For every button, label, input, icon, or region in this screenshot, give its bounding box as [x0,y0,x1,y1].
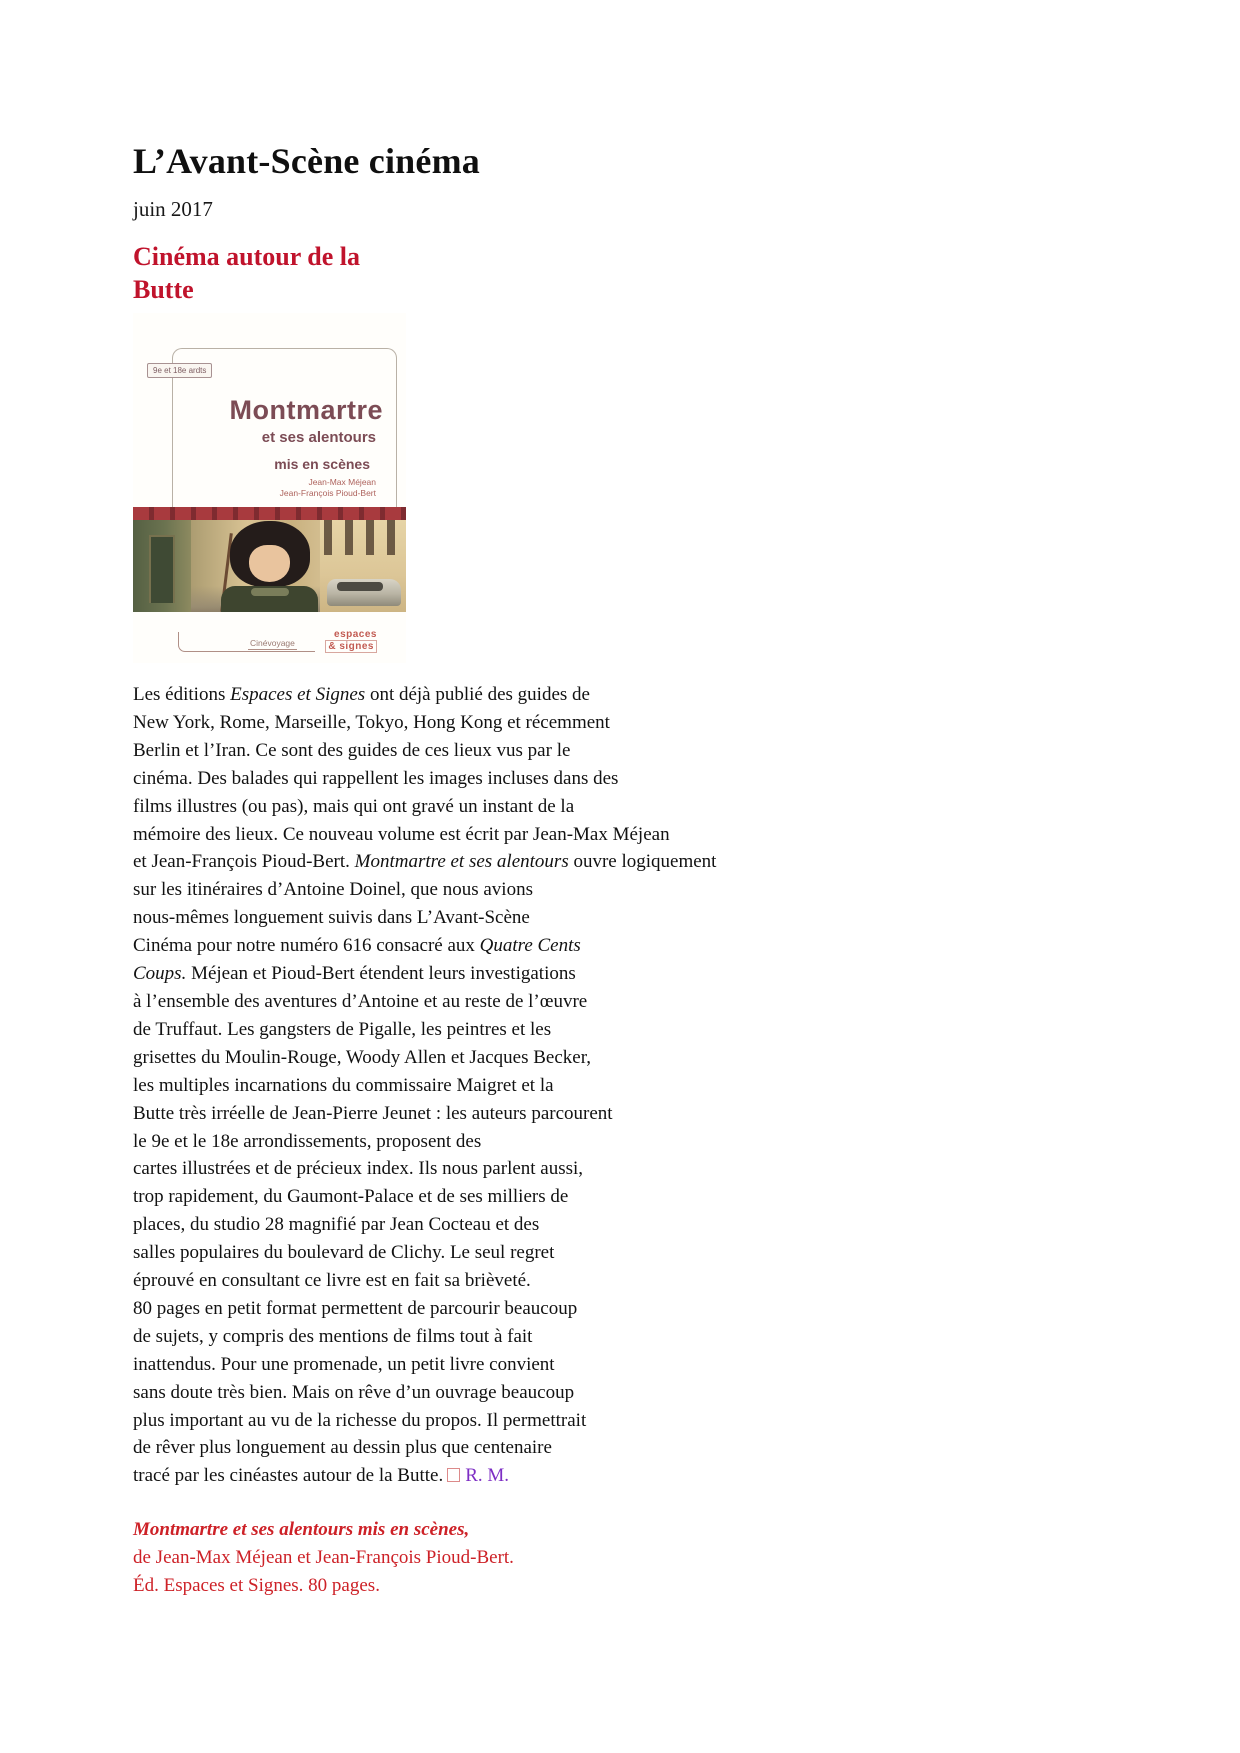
text-line [133,1072,853,1100]
text-line [133,1044,853,1072]
text-line [133,737,853,765]
cover-author-1: Jean-Max Méjean [308,477,376,487]
text-line [133,681,853,709]
cover-district-badge: 9e et 18e ardts [147,363,212,378]
text-line [133,1211,853,1239]
cover-authors [280,477,376,499]
text-segment: et Jean-François Pioud-Bert. [133,851,355,873]
text-segment: cinéma. Des balades qui rappellent les images incluses dans des [133,767,619,789]
book-reference [133,1516,514,1600]
text-segment: grisettes du Moulin-Rouge, Woody Allen et Jacques Becker, [133,1046,592,1068]
text-line [133,960,853,988]
cover-title: Montmartre [229,395,383,425]
reviewer-initials: R. M. [465,1465,510,1487]
woman-face [249,545,290,582]
text-segment: Quatre Cents [479,935,581,957]
publisher-logo-line1: espaces [334,629,377,640]
text-line [133,1462,853,1490]
text-segment: sans doute très bien. Mais on rêve d’un ouvrage beaucoup [133,1381,575,1403]
text-segment: 80 pages en petit format permettent de parcourir beaucoup [133,1297,578,1319]
cover-photo [133,507,406,612]
storefront-door [149,535,175,603]
text-segment: Berlin et l’Iran. Ce sont des guides de ces lieux vus par le [133,739,571,761]
text-line [133,1434,853,1462]
reference-publisher: Éd. Espaces et Signes. 80 pages. [133,1575,380,1596]
car-window [337,582,383,591]
text-line [133,1379,853,1407]
text-segment: plus important au vu de la richesse du propos. Il permettrait [133,1409,587,1431]
text-line [133,821,853,849]
text-segment: Coups. [133,963,187,985]
text-line [133,793,853,821]
text-segment: éprouvé en consultant ce livre est en fait sa brièveté. [133,1270,531,1292]
text-segment: cartes illustrées et de précieux index. Ils nous parlent aussi, [133,1158,584,1180]
text-line [133,1239,853,1267]
cover-author-2: Jean-François Pioud-Bert [279,488,376,498]
woman-scarf [251,588,289,596]
reference-title: Montmartre et ses alentours mis en scènes, [133,1519,470,1540]
text-line [133,1155,853,1183]
text-line [133,1351,853,1379]
text-segment: trop rapidement, du Gaumont-Palace et de ses milliers de [133,1186,569,1208]
text-line [133,988,853,1016]
end-mark-box [447,1468,460,1482]
text-segment: films illustres (ou pas), mais qui ont gravé un instant de la [133,795,575,817]
text-segment: de sujets, y compris des mentions de films tout à fait [133,1325,533,1347]
text-segment: le 9e et le 18e arrondissements, proposent des [133,1130,482,1152]
text-segment: de rêver plus longuement au dessin plus que centenaire [133,1437,552,1459]
text-line [133,1267,853,1295]
cover-subtitle: et ses alentours [261,429,376,446]
article-heading [133,240,360,306]
cover-subtitle-2: mis en scènes [274,456,370,472]
building-windows [324,517,402,555]
text-segment: inattendus. Pour une promenade, un petit livre convient [133,1353,555,1375]
text-segment: Cinéma pour notre numéro 616 consacré aux [133,935,480,957]
text-line [133,1128,853,1156]
article-heading-line2: Butte [133,275,194,304]
publication-title: L’Avant-Scène cinéma [133,141,480,181]
publisher-logo [325,629,377,653]
collection-label: Cinévoyage [250,638,295,648]
parked-car [327,579,401,606]
red-awning [133,507,406,520]
publisher-logo-line2: & signes [325,640,377,653]
text-segment: à l’ensemble des aventures d’Antoine et au reste de l’œuvre [133,990,588,1012]
text-line [133,1295,853,1323]
text-line [133,1016,853,1044]
text-line [133,709,853,737]
text-segment: Méjean et Pioud-Bert étendent leurs investigations [186,963,576,985]
text-segment: Les éditions [133,684,231,705]
text-line [133,904,853,932]
text-line [133,765,853,793]
article-body [133,681,853,1490]
text-segment: ont déjà publié des guides de [365,684,590,705]
article-heading-line1: Cinéma autour de la [133,242,361,271]
text-segment: salles populaires du boulevard de Clichy. Le seul regret [133,1242,555,1264]
text-segment: mémoire des lieux. Ce nouveau volume est écrit par Jean-Max Méjean [133,823,670,845]
text-line [133,932,853,960]
text-segment: de Truffaut. Les gangsters de Pigalle, les peintres et les [133,1018,552,1040]
text-segment: places, du studio 28 magnifié par Jean Cocteau et des [133,1214,540,1236]
text-segment: Montmartre et ses alentours [354,851,569,873]
text-line [133,1183,853,1211]
text-line [133,1323,853,1351]
text-segment: Espaces et Signes [230,684,366,705]
text-line [133,848,853,876]
text-segment: sur les itinéraires d’Antoine Doinel, que nous avions [133,879,533,901]
book-cover [133,313,406,663]
text-segment: Butte très irréelle de Jean-Pierre Jeunet : les auteurs parcourent [133,1102,613,1124]
text-segment: New York, Rome, Marseille, Tokyo, Hong Kong et récemment [133,711,610,733]
text-line [133,1407,853,1435]
text-line [133,876,853,904]
reference-authors: de Jean-Max Méjean et Jean-François Pioud-Bert. [133,1547,514,1568]
issue-date: juin 2017 [133,197,213,221]
text-segment: les multiples incarnations du commissaire Maigret et la [133,1074,554,1096]
text-segment: tracé par les cinéastes autour de la Butte. [133,1465,444,1487]
text-line [133,1100,853,1128]
text-segment: ouvre logiquement [568,851,717,873]
text-segment: nous-mêmes longuement suivis dans L’Avant-Scène [133,907,530,929]
